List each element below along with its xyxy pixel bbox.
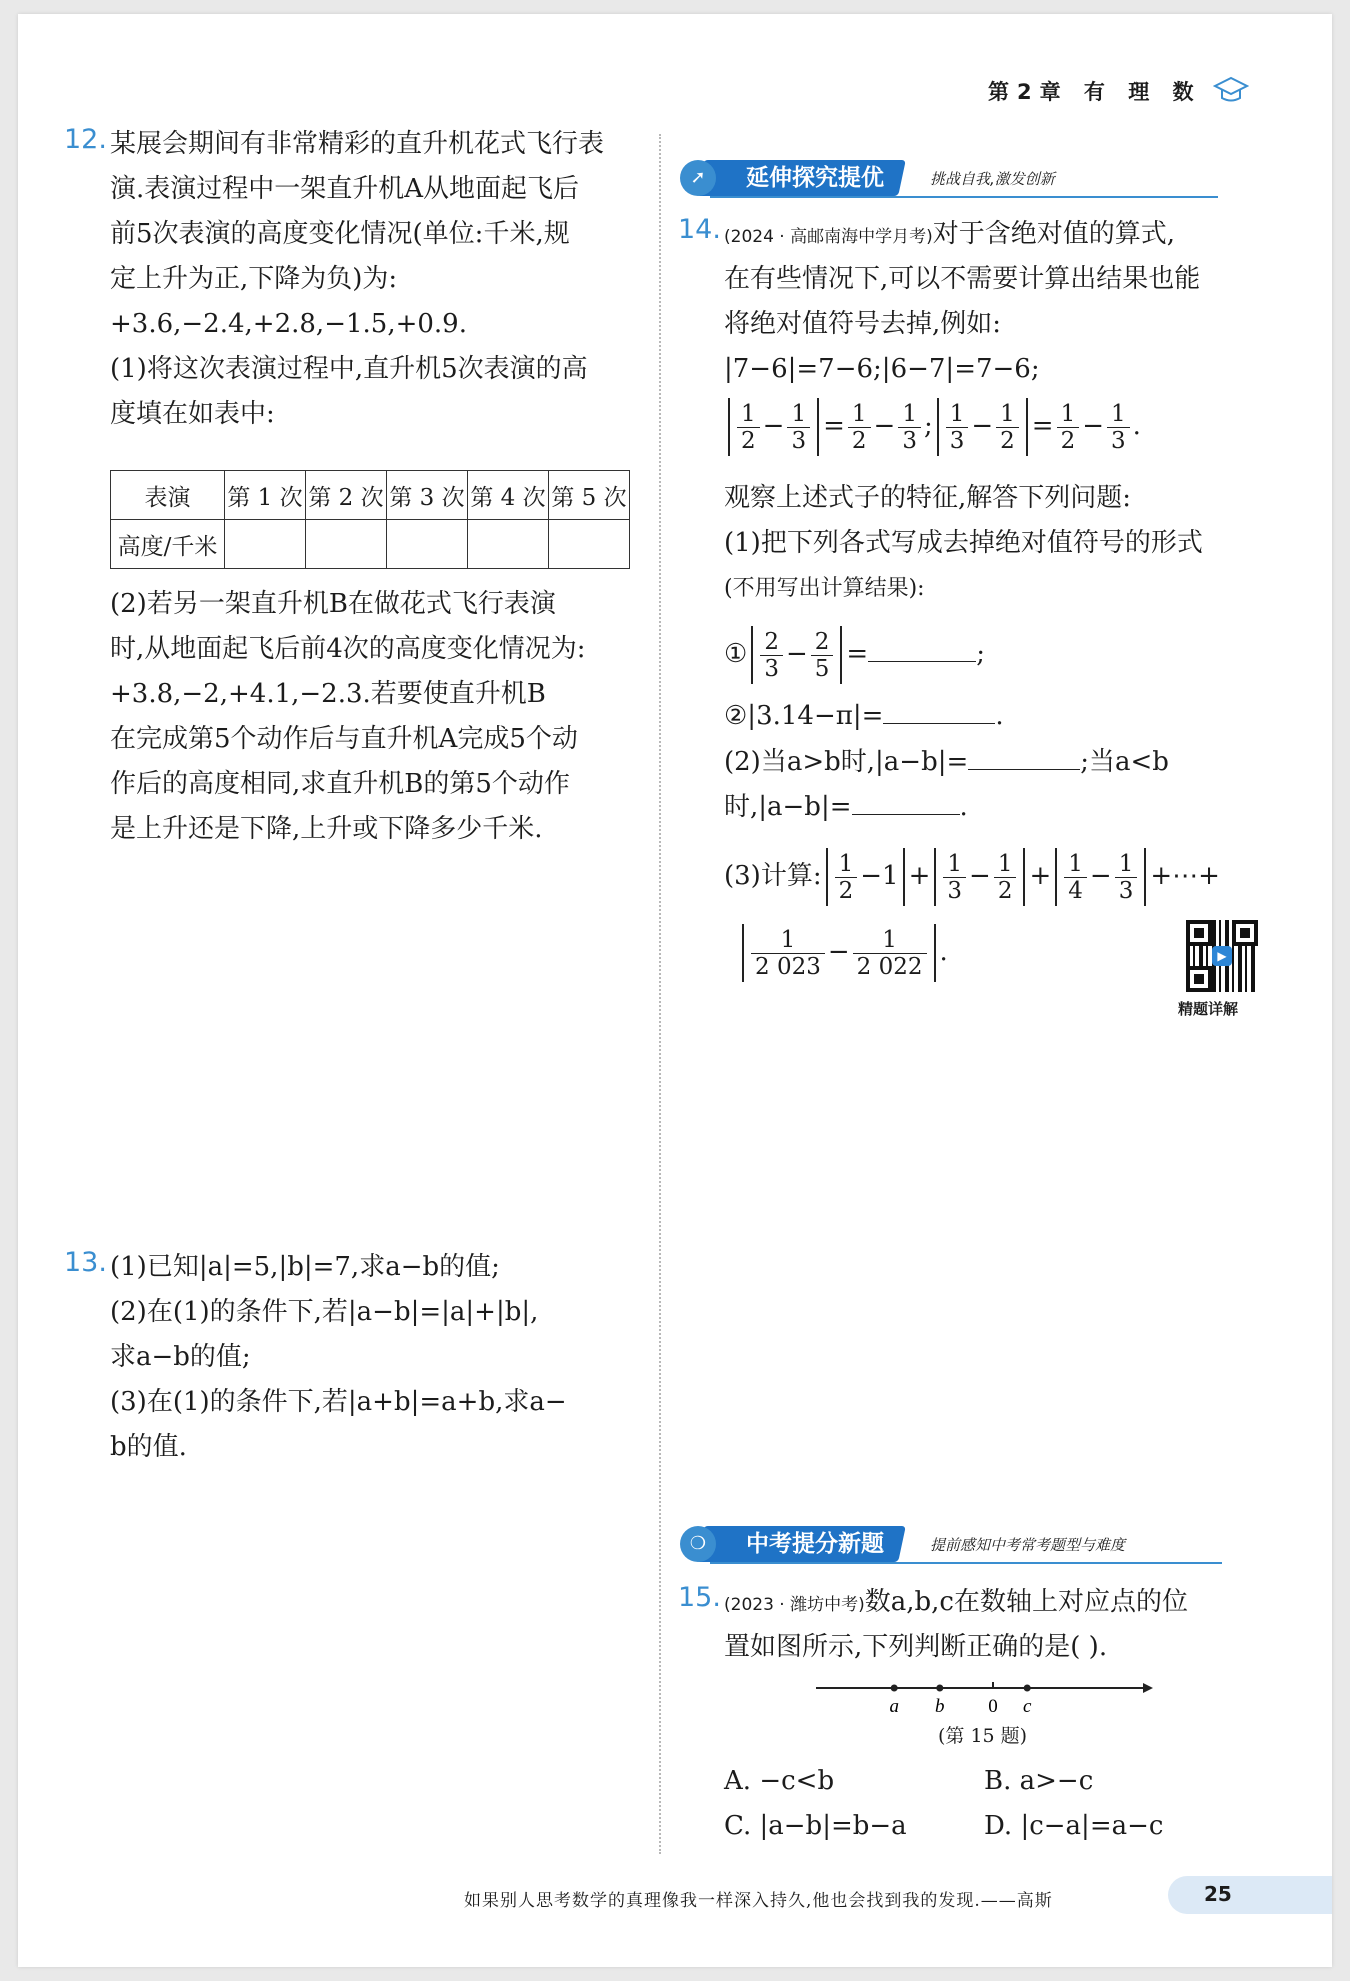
q15-intro [724,1580,1188,1628]
q13-line: (3)在(1)的条件下,若|a+b|=a+b,求a− [110,1387,567,1417]
table-row [111,471,630,520]
q14-item1: ① $\frac{2}{3}$ − $\frac{2}{5}$ = ; [724,624,985,684]
axis-label-a: a [889,1696,899,1717]
number-line [808,1674,1158,1724]
q14-line: |7−6|=7−6;|6−7|=7−6; [724,354,1040,384]
q12-part2-line: 是上升还是下降,上升或下降多少千米. [110,814,543,844]
performance-table [110,470,630,569]
option-c[interactable]: C. |a−b|=b−a [724,1811,907,1841]
axis-point-c [1024,1685,1031,1692]
question-number: 13. [64,1247,107,1278]
q14-line: 在有些情况下,可以不需要计算出结果也能 [724,264,1201,294]
section-title: 延伸探究提优 [746,165,884,191]
q12-line: 前5次表演的高度变化情况(单位:千米,规 [110,219,570,249]
graduation-cap-icon [1213,74,1249,104]
table-cell [549,520,630,569]
q12-line: (1)将这次表演过程中,直升机5次表演的高 [110,354,588,384]
q13-line: 求a−b的值; [110,1342,251,1372]
qr-code[interactable] [1186,920,1258,992]
page-number: 25 [1204,1882,1232,1906]
q14-observe: 观察上述式子的特征,解答下列问题: [724,483,1132,513]
medal-icon: ❍ [680,1526,716,1562]
section-banner-extension [680,160,1240,196]
column-divider [659,134,661,1854]
q14-part1: (1)把下列各式写成去掉绝对值符号的形式 [724,528,1203,558]
table-header-cell: 第 5 次 [549,471,630,520]
q12-part2-line: +3.8,−2,+4.1,−2.3.若要使直升机B [110,679,546,709]
q14-part1-note: (不用写出计算结果): [724,576,925,601]
q14-part3-last: $\frac{1}{2 023}$ − $\frac{1}{2 022}$ . [738,922,948,982]
section-banner-exam [680,1526,1240,1562]
question-number: 15. [678,1582,721,1613]
chapter-header: 第2章 有 理 数 [988,80,1202,104]
table-header-cell: 第 1 次 [225,471,306,520]
q12-part2-line: 作后的高度相同,求直升机B的第5个动作 [110,769,570,799]
question-source: (2023 · 潍坊中考) [724,1595,865,1615]
q12-part2 [110,582,586,852]
table-cell [387,520,468,569]
page-number-tab [1168,1876,1332,1914]
qr-code-icon[interactable] [1186,920,1258,992]
q14-part2: (2)当a>b时,|a−b|= ;当a<b [724,747,1169,777]
q14-intro [724,212,1175,260]
q13-line: b的值. [110,1432,187,1462]
q12-part2-line: (2)若另一架直升机B在做花式飞行表演 [110,589,556,619]
table-cell [306,520,387,569]
play-icon: ▶ [1212,946,1232,966]
axis-label-b: b [935,1696,945,1717]
option-b[interactable]: B. a>−c [984,1766,1094,1796]
q14-part3: (3)计算: $\frac{1}{2}$ −1 + $\frac{1}{3}$ − $\frac{1}{2}$ + $\frac{1}{4}$ − $\frac{1}{3}$ +⋯+ [724,846,1220,906]
answer-blank[interactable] [868,661,976,662]
q13-text [110,1245,567,1470]
q12-line: 演.表演过程中一架直升机A从地面起飞后 [110,174,580,204]
q12-line: +3.6,−2.4,+2.8,−1.5,+0.9. [110,309,467,339]
axis-label-c: c [1022,1696,1032,1717]
q13-line: (1)已知|a|=5,|b|=7,求a−b的值; [110,1252,500,1282]
option-a[interactable]: A. −c<b [724,1766,835,1796]
q14-part2-cont: 时,|a−b|= . [724,792,968,822]
option-d[interactable]: D. |c−a|=a−c [984,1811,1164,1841]
q15-line: 数a,b,c在数轴上对应点的位 [864,1587,1188,1617]
table-row-label: 高度/千米 [111,520,225,569]
table-row [111,520,630,569]
answer-blank[interactable] [883,723,995,724]
table-cell [225,520,306,569]
fraction-example: $\frac{1}{2}$ − $\frac{1}{3}$ = $\frac{1}{2}$ − $\frac{1}{3}$ ; $\frac{1}{3}$ − $\frac{1}{2}$ = $\frac{1}{2}$ − $\frac{1}{3}$ . [724,396,1141,456]
footer-quote: 如果别人思考数学的真理像我一样深入持久,他也会找到我的发现.——高斯 [464,1891,1053,1911]
section-title: 中考提分新题 [746,1531,884,1557]
section-subtitle: 挑战自我,激发创新 [930,170,1055,188]
answer-blank[interactable] [968,769,1080,770]
q14-item2: ②|3.14−π|= . [724,701,1004,731]
question-source: (2024 · 高邮南海中学月考) [724,227,933,247]
q13-line: (2)在(1)的条件下,若|a−b|=|a|+|b|, [110,1297,539,1327]
figure-caption: (第 15 题) [938,1725,1028,1747]
question-number: 12. [64,124,107,155]
q15-line: 置如图所示,下列判断正确的是( ). [724,1632,1108,1662]
q12-part2-line: 在完成第5个动作后与直升机A完成5个动 [110,724,578,754]
answer-blank[interactable] [852,814,960,815]
axis-point-a [891,1685,898,1692]
question-number: 14. [678,214,721,245]
q12-line: 定上升为正,下降为负)为: [110,264,398,294]
table-header-cell: 表演 [111,471,225,520]
axis-point-b [936,1685,943,1692]
q12-part2-line: 时,从地面起飞后前4次的高度变化情况为: [110,634,586,664]
section-subtitle: 提前感知中考常考题型与难度 [930,1536,1126,1554]
table-header-cell: 第 3 次 [387,471,468,520]
axis-arrow-icon [1143,1683,1153,1693]
table-cell [468,520,549,569]
q14-line: 对于含绝对值的算式, [932,219,1176,249]
qr-label: 精题详解 [1178,1000,1239,1018]
table-header-cell: 第 2 次 [306,471,387,520]
rocket-icon: ➚ [680,160,716,196]
q12-line: 度填在如表中: [110,399,275,429]
q12-text [110,122,604,437]
q14-line: 将绝对值符号去掉,例如: [724,309,1002,339]
q12-line: 某展会期间有非常精彩的直升机花式飞行表 [110,129,605,159]
table-header-cell: 第 4 次 [468,471,549,520]
textbook-page [18,14,1332,1967]
axis-label-0: 0 [988,1696,998,1717]
